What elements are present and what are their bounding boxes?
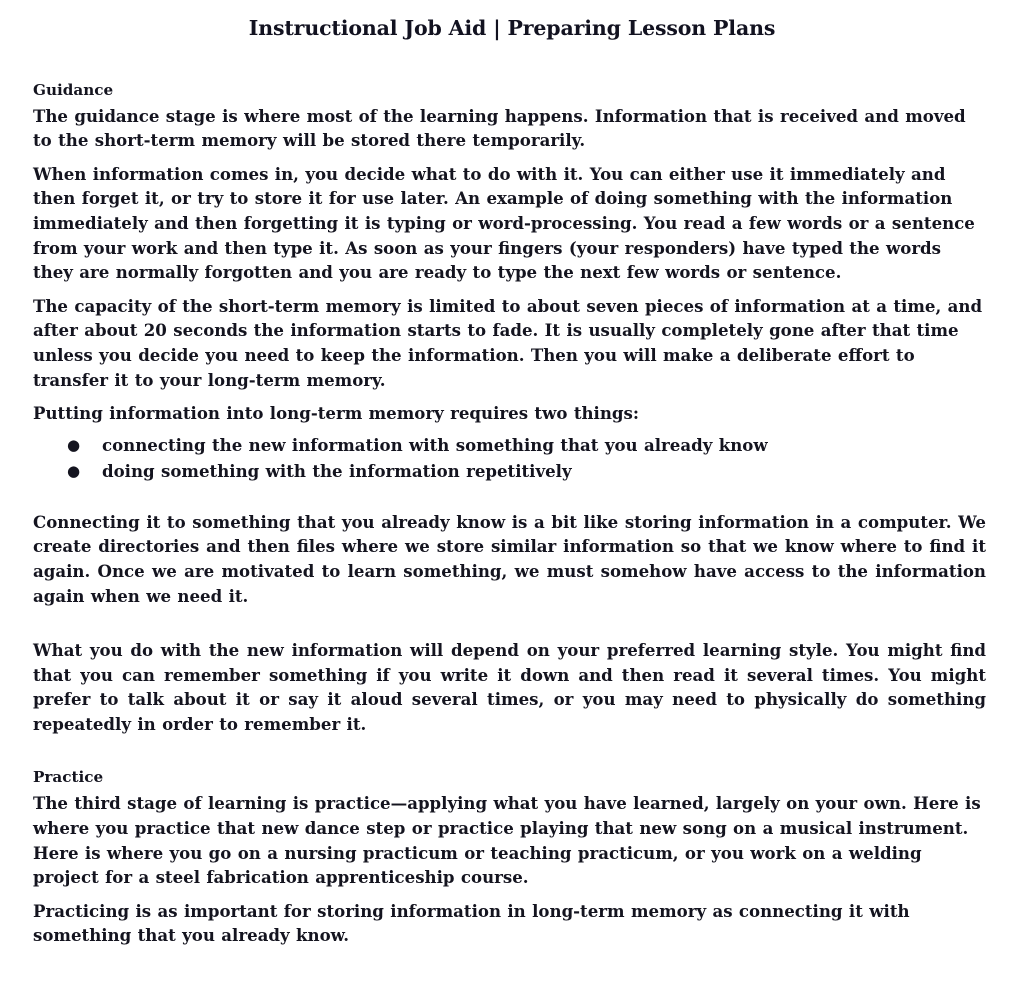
- list-item-label: connecting the new information with something that you already know: [102, 434, 768, 455]
- paragraph-learning-style: What you do with the new information will depend on your preferred learning style. You might find that you can remember something if you write it down and then read it several times. You might prefer to talk about it or say it aloud several times, or you may need to physically do something repeatedly in order to remember it.: [33, 640, 986, 734]
- section-guidance: [33, 81, 986, 737]
- document-title: Instructional Job Aid | Preparing Lesson Plans: [248, 16, 776, 40]
- paragraph-practice-1: The third stage of learning is practice—applying what you have learned, largely on your own. Here is where you practice that new dance step or practice playing that new song on a musical instrument. Here is where you go on a nursing practicum or teaching practicum, or you work on a welding project for a steel fabrication apprenticeship course.: [33, 793, 981, 888]
- bullet-dot-icon: ●: [67, 461, 81, 480]
- paragraph-practice-2: Practicing is as important for storing information in long-term memory as connecting it with something that you already know.: [33, 900, 910, 946]
- section-practice: [33, 768, 986, 948]
- bullet-dot-icon: ●: [67, 435, 81, 454]
- document-body: [0, 41, 1024, 948]
- paragraph-connecting-information: Connecting it to something that you already know is a bit like storing information in a computer. We create directories and then files where we store similar information so that we know where to find it again. Once we are motivated to learn something, we must somehow have access to the information again when we need it.: [33, 511, 986, 606]
- paragraph-guidance-list-intro: Putting information into long-term memory requires two things:: [33, 403, 639, 424]
- paragraph-guidance-1: The guidance stage is where most of the learning happens. Information that is received and moved to the short-term memory will be stored there temporarily.: [33, 105, 966, 151]
- paragraph-guidance-3: The capacity of the short-term memory is limited to about seven pieces of information at a time, and after about 20 seconds the information starts to fade. It is usually completely gone after that time unless you decide you need to keep the information. Then you will make a deliberate effort to transfer it to your long-term memory.: [33, 295, 983, 390]
- guidance-bullet-list: [33, 432, 986, 484]
- list-item-label: doing something with the information repetitively: [102, 460, 572, 481]
- list-item: [33, 458, 986, 484]
- paragraph-guidance-2: When information comes in, you decide what to do with it. You can either use it immediately and then forget it, or try to store it for use later. An example of doing something with the information immediately and then forgetting it is typing or word-processing. You read a few words or a sentence from your work and then type it. As soon as your fingers (your responders) have typed the words they are normally forgotten and you are ready to type the next few words or sentence.: [33, 163, 975, 283]
- list-item: [33, 432, 986, 458]
- section-heading-guidance: Guidance: [33, 80, 114, 99]
- section-heading-practice: Practice: [33, 768, 104, 787]
